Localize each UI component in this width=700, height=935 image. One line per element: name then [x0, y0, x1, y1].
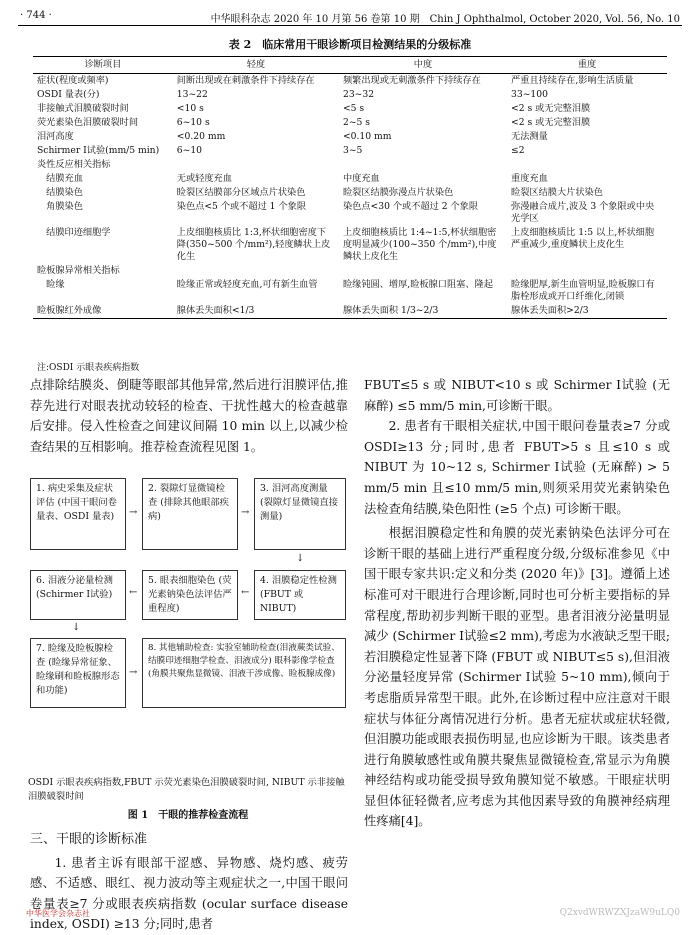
table-cell: 上皮细胞核质比 1:4~1:5,杯状细胞密度明显减少(100~350 个/mm²),中度鳞状上皮化生 — [342, 227, 497, 262]
table-cell: 严重且持续存在,影响生活质量 — [511, 75, 634, 86]
table-row — [33, 74, 667, 89]
table-cell — [173, 264, 339, 278]
table-cell: 泪河高度 — [37, 131, 74, 142]
table-row — [33, 144, 667, 158]
table-cell: 腺体丢失面积<1/3 — [173, 304, 339, 319]
paragraph: 点排除结膜炎、倒睫等眼部其他异常,然后进行泪膜评估,推荐先进行对眼表扰动较轻的检查、干扰性越大的检查越靠后安排。侵入性检查之间建议间隔 10 min 以上,以减少检查结果的互相影响。推荐检查流程见图 1。 — [30, 378, 348, 454]
page-number: · 744 · — [20, 10, 52, 21]
table-cell: 症状(程度或频率) — [37, 75, 109, 86]
table-cell: <10 s — [176, 103, 204, 114]
table-cell — [339, 158, 507, 172]
table-header-row — [33, 57, 667, 74]
table-row — [33, 102, 667, 116]
table-cell: <0.10 mm — [342, 131, 392, 142]
flow-step-8: 8. 其他辅助检查: 实验室辅助检查(泪液蕨类试验、结膜印迹细胞学检查、泪液成分) 眼科影像学检查(角膜共聚焦显微镜、泪液干涉成像、睑板腺成像) — [142, 638, 346, 708]
figure-note: OSDI 示眼表疾病指数,FBUT 示荧光素染色泪膜破裂时间, NIBUT 示非接触泪膜破裂时间 — [28, 777, 345, 802]
table-cell: <2 s 或无完整泪膜 — [511, 103, 591, 114]
table-row — [33, 264, 667, 278]
table-cell: <0.20 mm — [176, 131, 226, 142]
table-cell: 睑缘 — [37, 279, 65, 290]
table-cell: 睑板腺异常相关指标 — [37, 265, 120, 276]
table-row — [33, 172, 667, 186]
table-cell: 3~5 — [342, 145, 363, 156]
table-cell: 中度充血 — [342, 173, 380, 184]
flow-step-6: 6. 泪液分泌量检测 (Schirmer Ⅰ试验) — [30, 570, 126, 620]
arrow-down-icon: ↓ — [296, 553, 305, 564]
table-cell: 33~100 — [511, 89, 548, 100]
table-cell: OSDI 量表(分) — [37, 89, 100, 100]
table-cell: 上皮细胞核质比 1:5 以上,杯状细胞严重减少,重度鳞状上皮化生 — [511, 227, 654, 250]
table-cell: 结膜充血 — [37, 173, 83, 184]
figure-caption: 图 1 干眼的推荐检查流程 — [127, 810, 249, 821]
arrow-right-icon: → — [129, 667, 138, 678]
arrow-left-icon: ← — [241, 587, 250, 598]
flow-step-2: 2. 裂隙灯显微镜检查 (排除其他眼部疾病) — [142, 478, 238, 550]
table-cell: 角膜染色 — [37, 201, 83, 212]
table-cell — [173, 158, 339, 172]
journal-citation: 中华眼科杂志 2020 年 10 月第 56 卷第 10 期 Chin J Ophthalmol, October 2020, Vol. 56, No. 10 — [210, 14, 680, 25]
table-caption: 表 2 临床常用干眼诊断项目检测结果的分级标准 — [228, 38, 472, 51]
table-note: 注:OSDI 示眼表疾病指数 — [37, 363, 140, 373]
arrow-down-icon: ↓ — [72, 622, 81, 633]
table-cell — [507, 264, 667, 278]
table-row — [33, 130, 667, 144]
paragraph: 2. 患者有干眼相关症状,中国干眼问卷量表≥7 分或 OSDI≥13 分;同时,患者 FBUT>5 s 且≤10 s 或 NIBUT 为 10~12 s, Schirmer Ⅰ试验 (无麻醉) > 5 mm/5 min 且≤10 mm/5 min,则须采用荧光素钠染色法检查角结膜,染色阳性 (≥5 个点) 可诊断干眼。 — [364, 419, 670, 516]
table-cell: 非接触式泪膜破裂时间 — [37, 103, 129, 114]
page-footer — [0, 906, 700, 924]
table-row — [33, 158, 667, 172]
arrow-right-icon: → — [129, 507, 138, 518]
table-cell: 间断出现或在刺激条件下持续存在 — [176, 75, 315, 86]
table-cell: 睑裂区结膜部分区域点片状染色 — [176, 187, 306, 198]
paragraph: 1. 患者主诉有眼部干涩感、异物感、烧灼感、疲劳感、不适感、眼红、视力波动等主观症状之一,中国干眼问卷量表≥7 分或眼表疾病指数 (ocular surface disease index, OSDI) ≥13 分;同时,患者 — [30, 855, 348, 932]
table-cell: 睑裂区结膜弥漫点片状染色 — [342, 187, 454, 198]
arrow-right-icon: → — [241, 507, 250, 518]
table-cell: 结膜染色 — [37, 187, 83, 198]
table-row — [33, 304, 667, 319]
paragraph: 根据泪膜稳定性和角膜的荧光素钠染色法评分可在诊断干眼的基础上进行严重程度分级,分级标准参见《中国干眼专家共识:定义和分类 (2020 年)》[3]。遵循上述标准可对干眼进行合理诊断,同时也可分析主要指标的异常程度,帮助初步判断干眼的亚型。患者泪液分泌量明显减少 (Schirmer Ⅰ试验≤2 mm),考虑为水液缺乏型干眼;若泪膜稳定性显著下降 (FBUT 或 NIBUT≤5 s),但泪液分泌量轻度异常 (Schirmer Ⅰ试验 5~10 mm),倾向于考虑脂质异常型干眼。此外,在诊断过程中应注意对干眼症状与体征分离情况进行分析。患者无症状或症状轻微,但泪膜功能或眼表损伤明显,也应诊断为干眼。该类患者进行角膜敏感性或角膜共聚焦显微镜检查,常显示为角膜神经结构或功能受损导致角膜知觉不敏感。干眼症状明显但体征轻微者,应考虑为其他因素导致的角膜神经病理性疼痛[4]。 — [364, 526, 670, 829]
table-cell: 上皮细胞核质比 1:3,杯状细胞密度下降(350~500 个/mm²),轻度鳞状上皮化生 — [176, 227, 331, 262]
table-row — [33, 226, 667, 264]
table-cell: 染色点<30 个或不超过 2 个象限 — [342, 201, 479, 212]
flow-step-1: 1. 病史采集及症状评估 (中国干眼问卷量表、OSDI 量表) — [30, 478, 126, 550]
table-cell: 结膜印迹细胞学 — [37, 227, 111, 238]
header-rule — [18, 25, 682, 26]
table-cell: 6~10 s — [176, 117, 210, 128]
table-cell: 重度充血 — [511, 173, 548, 184]
table-cell: 腺体丢失面积 1/3~2/3 — [339, 304, 507, 319]
table-cell: 频繁出现或无刺激条件下持续存在 — [342, 75, 481, 86]
table-cell: <5 s — [342, 103, 365, 114]
table-cell — [339, 264, 507, 278]
table-row — [33, 88, 667, 102]
flowchart — [30, 478, 346, 778]
running-header — [0, 4, 700, 26]
section-heading: 三、干眼的诊断标准 — [30, 832, 148, 847]
table-cell: 荧光素染色泪膜破裂时间 — [37, 117, 139, 128]
table-cell: 睑缘正常或轻度充血,可有新生血管 — [176, 279, 318, 290]
left-column — [30, 375, 348, 457]
table-cell: 睑缘肥厚,新生血管明显,睑板腺口有脂栓形成或开口纤维化,闭锁 — [511, 279, 655, 302]
arrow-left-icon: ← — [129, 587, 138, 598]
table-cell: 23~32 — [342, 89, 375, 100]
table-cell: ≤2 — [511, 145, 525, 156]
flow-step-3: 3. 泪河高度测量 (裂隙灯显微镜直接测量) — [254, 478, 346, 550]
table-cell: 睑板腺红外成像 — [33, 304, 173, 319]
table-cell — [507, 158, 667, 172]
flow-step-4: 4. 泪膜稳定性检测 (FBUT 或 NIBUT) — [254, 570, 346, 620]
flow-step-7: 7. 睑缘及睑板腺检查 (睑缘异常征象、睑缘刷和睑板腺形态和功能) — [30, 638, 126, 708]
grading-table — [33, 56, 667, 319]
table-cell: 13~22 — [176, 89, 208, 100]
column-header: 诊断项目 — [33, 57, 173, 74]
right-column — [364, 375, 670, 832]
table-row — [33, 116, 667, 130]
table-cell: 无或轻度充血 — [176, 173, 232, 184]
table-cell: 无法测量 — [511, 131, 548, 142]
watermark-code: Q2xvdWRWZXJzaW9uLQ0 — [559, 908, 680, 918]
column-header: 中度 — [339, 57, 507, 74]
table-row — [33, 186, 667, 200]
table-cell: 睑缘钝圆、增厚,睑板腺口阻塞、隆起 — [342, 279, 493, 290]
paragraph: FBUT≤5 s 或 NIBUT<10 s 或 Schirmer Ⅰ试验 (无麻醉) ≤5 mm/5 min,可诊断干眼。 — [364, 378, 670, 413]
table-cell: 炎性反应相关指标 — [37, 159, 111, 170]
column-header: 轻度 — [173, 57, 339, 74]
table-row — [33, 278, 667, 304]
table-cell: Schirmer Ⅰ试验(mm/5 min) — [37, 145, 160, 156]
table-cell: 6~10 — [176, 145, 203, 156]
column-header: 重度 — [507, 57, 667, 74]
table-cell: 睑裂区结膜大片状染色 — [511, 187, 603, 198]
table-cell: 弥漫融合成片,波及 3 个象限或中央光学区 — [511, 201, 655, 224]
table-cell: <2 s 或无完整泪膜 — [511, 117, 591, 128]
flow-step-5: 5. 眼表细胞染色 (荧光素钠染色法评估严重程度) — [142, 570, 238, 620]
table-cell: 腺体丢失面积>2/3 — [507, 304, 667, 319]
table-cell: 染色点<5 个或不超过 1 个象限 — [176, 201, 307, 212]
table-cell: 2~5 s — [342, 117, 370, 128]
publisher-logo: 中华医学会杂志社 — [26, 909, 90, 918]
table-row — [33, 200, 667, 226]
table-body — [33, 74, 667, 319]
